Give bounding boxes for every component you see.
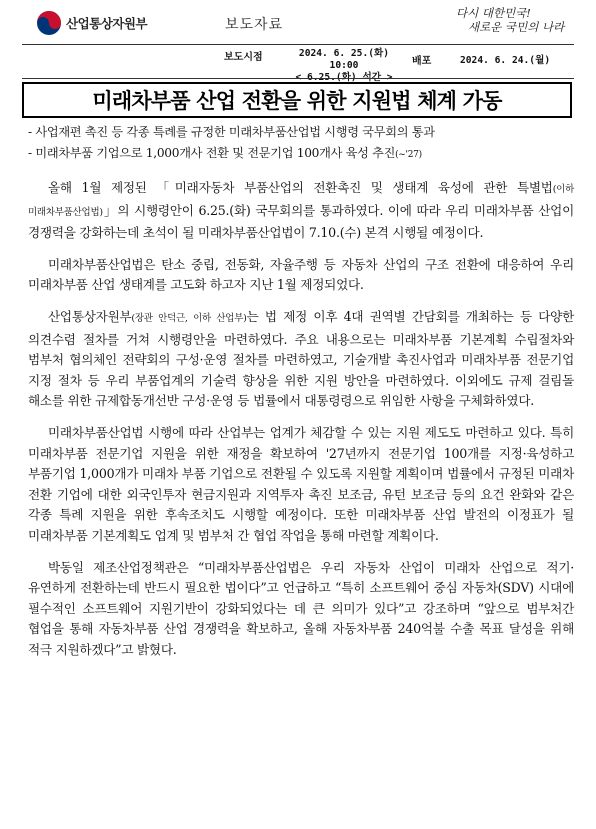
headline: 미래차부품 산업 전환을 위한 지원법 체계 가동 <box>92 89 502 113</box>
subtitle-suffix: (~'27) <box>395 150 422 160</box>
slogan <box>456 6 586 34</box>
headline-box <box>22 82 572 118</box>
paragraph-text: 」의 시행령안이 6.25.(화) 국무회의를 통과하였다. 이에 따라 우리 미래차부품 산업이 경쟁력을 강화하는데 초석이 될 미래차부품산업법이 7.10.(수) 본격 시행될 예정이다. <box>28 202 574 241</box>
paragraph-text: 미래차부품산업법 시행에 따라 산업부는 업계가 체감할 수 있는 지원 제도도 마련하고 있다. 특히 미래차부품 전문기업 지원을 위한 재정을 확보하여 '27년까지 전문기업 100개를 지정·육성하고 부품기업 1,000개가 미래차 부품 기업으로 전환될 수 있도록 지원할 계획이며 법률에서 규정된 미래차 전환 기업에 대한 외국인투자 현금지원과 지역투자 촉진 보조금, 유턴 보조금 등의 요건 완화와 같은 각종 특례 지원을 위한 후속조치도 시행할 예정이다. 또한 미래차부품 산업 발전의 이정표가 될 미래차부품 기본계획도 업계 및 범부처 간 협업 작업을 통해 마련할 계획이다. <box>28 424 574 543</box>
paragraph-5 <box>28 558 574 661</box>
subtitle-list <box>28 122 588 166</box>
subtitle-2 <box>28 143 588 166</box>
article-body <box>28 178 574 671</box>
embargo-line-2: < 6.25.(화) 석간 > <box>295 72 393 83</box>
paragraph-text: 는 법 제정 이후 4대 권역별 간담회를 개최하는 등 다양한 의견수렴 절차를 거쳐 시행령안을 마련하였다. 주요 내용으로는 미래차부품 기본계획 수립절차와 범부처 협의체인 전략회의 구성·운영 절차를 마련하였고, 기술개발 촉진사업과 미래차부품 전문기업 지정 절차 등 우리 부품업계의 기술력 향상을 위한 지원 방안을 마련하였다. 이외에도 규제 걸림돌 해소를 위한 규제합동개선반 구성·운영 등 법률에서 대통령령으로 위임한 사항을 구체화하였다. <box>28 308 574 409</box>
paragraph-3 <box>28 307 574 412</box>
paragraph-note: (장관 안덕근, 이하 산업부) <box>131 312 247 324</box>
slogan-line-1: 다시 대한민국! <box>456 6 531 20</box>
ministry-logo <box>36 10 147 36</box>
paragraph-2 <box>28 255 574 296</box>
header-divider-top <box>22 44 574 45</box>
paragraph-text: 박동일 제조산업정책관은 “미래차부품산업법은 우리 자동차 산업이 미래차 산업으로 적기·유연하게 전환하는데 반드시 필요한 법이다”고 언급하고 “특히 소프트웨어 중심 자동차(SDV) 시대에 필수적인 소프트웨어 지원기반이 강화되었다는 데 큰 의미가 있다”고 강조하며 “앞으로 범부처간 협업을 통해 자동차부품 산업 경쟁력을 확보하고, 올해 자동차부품 240억불 수출 목표 달성을 위해 적극 지원하겠다”고 밝혔다. <box>28 559 574 657</box>
paragraph-text: 올해 1월 제정된 「미래자동차 부품산업의 전환촉진 및 생태계 육성에 관한 특별법 <box>48 180 553 195</box>
distribution-value: 2024. 6. 24.(월) <box>460 55 551 66</box>
doc-type-label: 보도자료 <box>225 17 284 33</box>
subtitle-text: - 사업재편 촉진 등 각종 특례를 규정한 미래차부품산업법 시행령 국무회의 통과 <box>28 125 435 139</box>
paragraph-text: 미래차부품산업법은 탄소 중립, 전동화, 자율주행 등 자동차 산업의 구조 전환에 대응하여 우리 미래차부품 산업 생태계를 고도화 하고자 지난 1월 제정되었다. <box>28 256 574 293</box>
taegeuk-icon <box>36 10 62 36</box>
paragraph-text: 산업통상자원부 <box>48 308 132 324</box>
embargo-label: 보도시점 <box>224 52 263 63</box>
subtitle-1 <box>28 122 588 143</box>
subtitle-text: - 미래차부품 기업으로 1,000개사 전환 및 전문기업 100개사 육성 추진 <box>28 146 396 160</box>
ministry-name: 산업통상자원부 <box>66 16 148 31</box>
paragraph-note: (이하 미래차부품산업법) <box>28 184 574 218</box>
distribution-label: 배포 <box>412 56 432 67</box>
paragraph-1 <box>28 178 574 244</box>
embargo-line-1: 2024. 6. 25.(화) 10:00 <box>298 48 390 71</box>
header-divider-bottom <box>22 78 574 79</box>
paragraph-4 <box>28 423 574 547</box>
slogan-line-2: 새로운 국민의 나라 <box>468 20 565 34</box>
